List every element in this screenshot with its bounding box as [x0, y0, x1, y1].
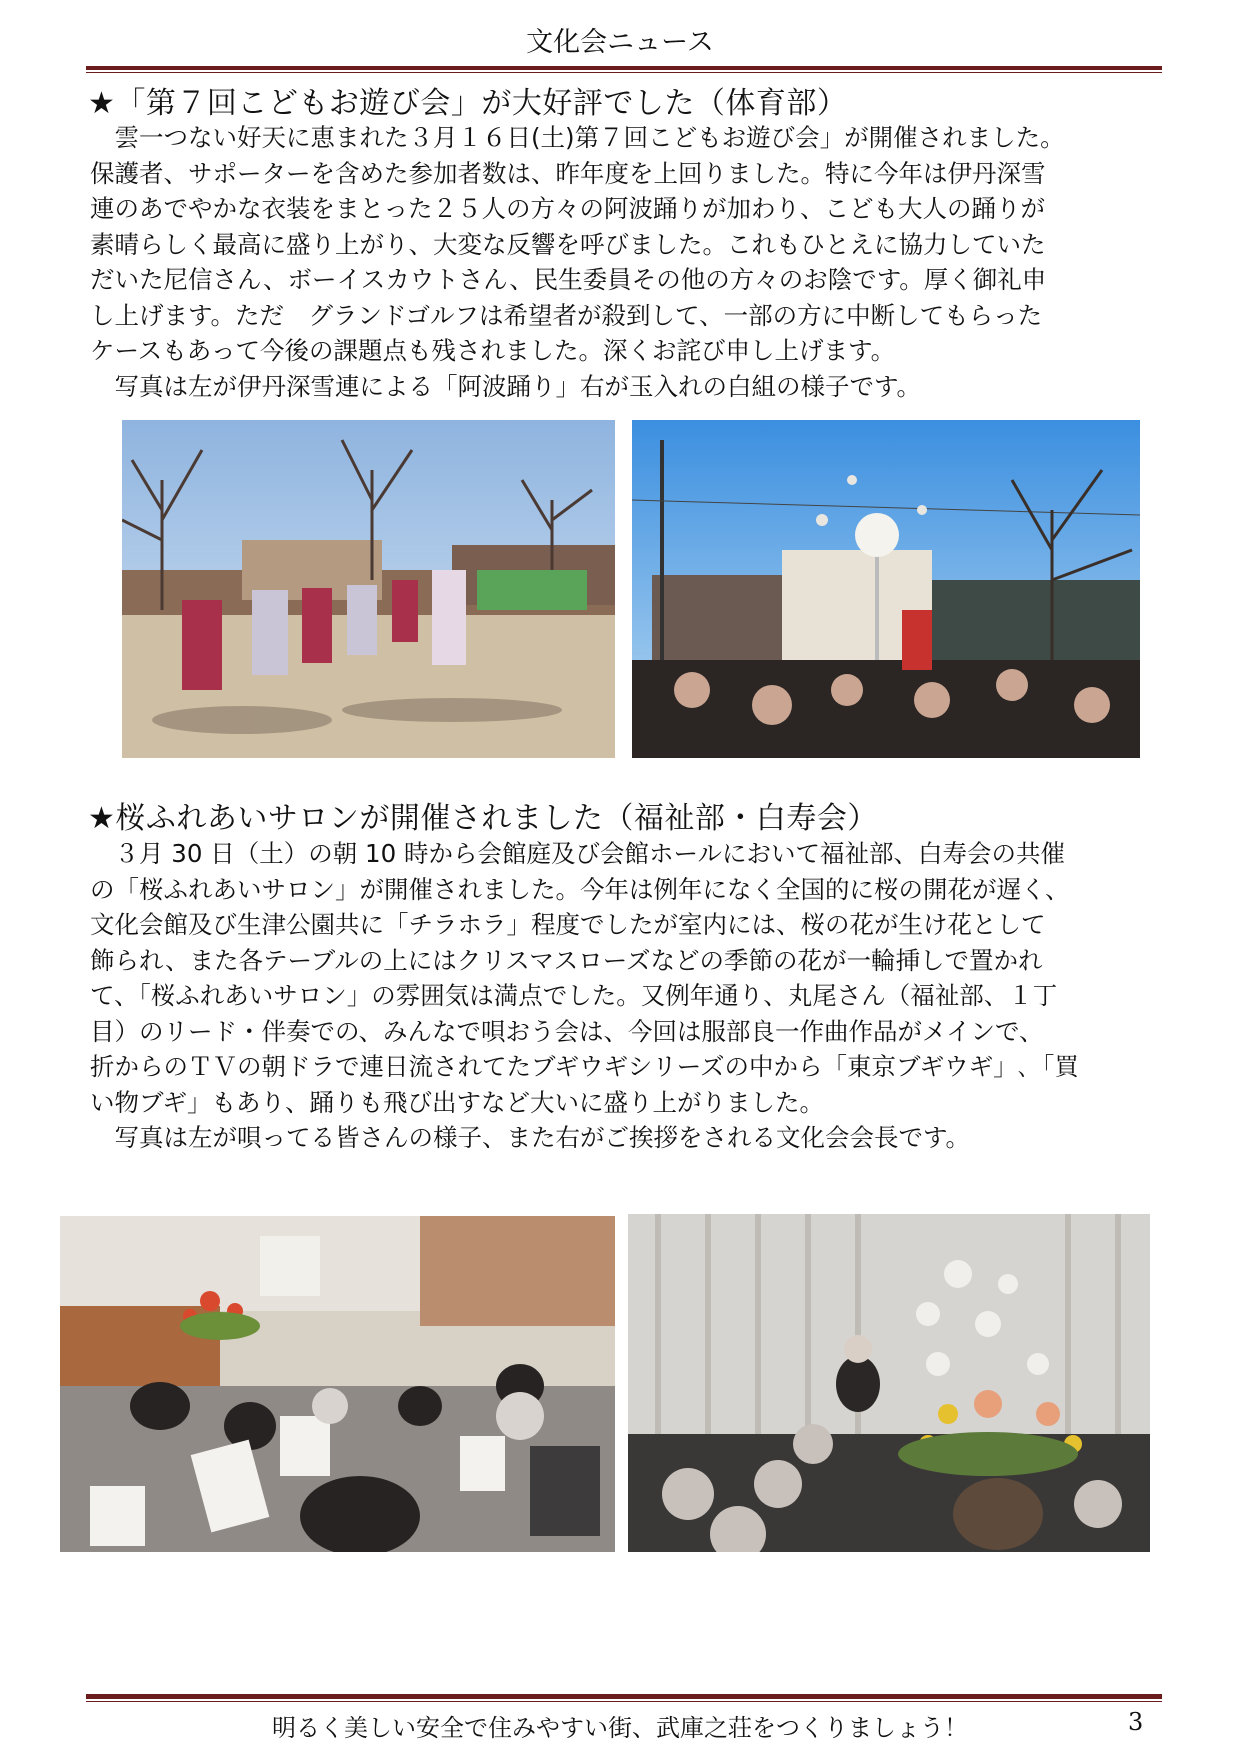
text-line: 写真は左が唄ってる皆さんの様子、また右がご挨拶をされる文化会会長です。	[90, 1123, 971, 1152]
photo-awa-dance	[122, 420, 615, 758]
text-line: の「桜ふれあいサロン」が開催されました。今年は例年になく全国的に桜の開花が遅く、	[90, 874, 1070, 904]
article-heading-sakura-salon: ★桜ふれあいサロンが開催されました（福祉部・白寿会）	[88, 801, 878, 836]
photo-ball-toss	[632, 420, 1140, 758]
text-line: 保護者、サポーターを含めた参加者数は、昨年度を上回りました。特に今年は伊丹深雪	[90, 158, 1046, 188]
text-line: 雲一つない好天に恵まれた３月１６日(土)第７回こどもお遊び会」が開催されました。	[90, 123, 1065, 152]
text-line: て、「桜ふれあいサロン」の雰囲気は満点でした。又例年通り、丸尾さん（福祉部、１丁	[90, 981, 1058, 1010]
article-body-children-event	[90, 120, 1170, 404]
text-line: 素晴らしく最高に盛り上がり、大変な反響を呼びました。これもひとえに協力していた	[90, 229, 1046, 259]
text-line: ケースもあって今後の課題点も残されました。深くお詫び申し上げます。	[90, 336, 896, 365]
text-line: 連のあでやかな衣装をまとった２５人の方々の阿波踊りが加わり、こども大人の踊りが	[90, 194, 1046, 223]
page-number: 3	[1128, 1708, 1144, 1736]
text-line: し上げます。ただ グランドゴルフは希望者が殺到して、一部の方に中断してもらった	[90, 300, 1043, 330]
text-line: 飾られ、また各テーブルの上にはクリスマスローズなどの季節の花が一輪挿しで置かれ	[90, 945, 1043, 975]
text-line: 写真は左が伊丹深雪連による「阿波踊り」右が玉入れの白組の様子です。	[90, 371, 922, 401]
photo-singing-participants	[60, 1216, 615, 1552]
article-heading-children-event: ★「第７回こどもお遊び会」が大好評でした（体育部）	[88, 86, 848, 121]
text-line: い物ブギ」もあり、踊りも飛び出すなど大いに盛り上がりました。	[90, 1087, 825, 1117]
article-body-sakura-salon	[90, 836, 1170, 1156]
text-line: 目）のリード・伴奏での、みんなで唄おう会は、今回は服部良一作曲作品がメインで、	[90, 1016, 1044, 1046]
photo-chairman-greeting	[628, 1214, 1150, 1552]
newsletter-title: 文化会ニュース	[526, 27, 714, 58]
text-line: 文化会館及び生津公園共に「チラホラ」程度でしたが室内には、桜の花が生け花として	[90, 910, 1046, 939]
text-line: だいた尼信さん、ボーイスカウトさん、民生委員その他の方々のお陰です。厚く御礼申	[90, 265, 1047, 294]
footer-slogan: 明るく美しい安全で住みやすい街、武庫之荘をつくりましょう！	[272, 1714, 968, 1742]
footer-divider	[86, 1694, 1162, 1702]
text-line: ３月 30 日（土）の朝 10 時から会館庭及び会館ホールにおいて福祉部、白寿会の共催	[90, 839, 1066, 868]
text-line: 折からのＴＶの朝ドラで連日流されてたブギウギシリーズの中から「東京ブギウギ」､「買	[90, 1052, 1079, 1081]
header-divider	[86, 66, 1162, 73]
